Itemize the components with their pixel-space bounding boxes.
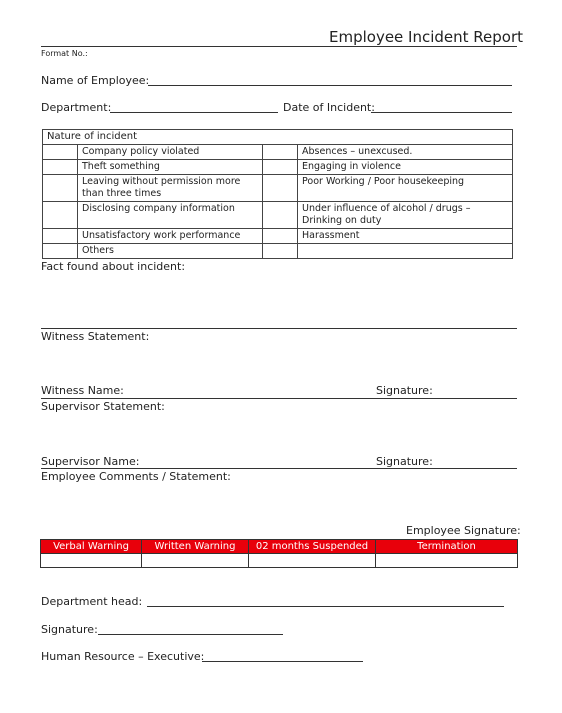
warning-checkbox[interactable] [376,554,518,568]
nature-item-right: Engaging in violence [298,160,513,175]
warning-checkbox[interactable] [41,554,142,568]
supervisor-signature-label: Signature: [376,455,433,468]
nature-item-left: Unsatisfactory work performance [78,229,263,244]
warning-option: Verbal Warning [41,540,142,554]
nature-checkbox-right[interactable] [263,175,298,202]
footer-signature-label: Signature: [41,623,98,636]
disciplinary-action-table [40,539,518,568]
nature-checkbox-right[interactable] [263,229,298,244]
employee-comments-label: Employee Comments / Statement: [41,470,231,483]
hr-executive-label: Human Resource – Executive: [41,650,205,663]
warning-header-row [41,540,518,554]
nature-of-incident-table [42,129,513,259]
nature-checkbox-right[interactable] [263,160,298,175]
department-head-label: Department head: [41,595,143,608]
nature-checkbox-left[interactable] [43,175,78,202]
witness-name-label: Witness Name: [41,384,124,397]
nature-header-row [43,130,513,145]
nature-item-left: Others [78,244,263,259]
nature-checkbox-right[interactable] [263,202,298,229]
nature-item-right [298,244,513,259]
nature-row [43,244,513,259]
format-no-label: Format No.: [41,49,88,58]
department-field[interactable] [110,112,278,113]
nature-checkbox-left[interactable] [43,160,78,175]
nature-checkbox-left[interactable] [43,229,78,244]
nature-header: Nature of incident [43,130,513,145]
nature-checkbox-right[interactable] [263,145,298,160]
incident-date-label: Date of Incident: [283,101,375,114]
warning-checkbox[interactable] [142,554,249,568]
witness-statement-label: Witness Statement: [41,330,150,343]
warning-option: 02 months Suspended [249,540,376,554]
footer-signature-field[interactable] [98,634,283,635]
nature-checkbox-left[interactable] [43,244,78,259]
warning-check-row [41,554,518,568]
nature-row [43,160,513,175]
nature-row [43,175,513,202]
supervisor-name-label: Supervisor Name: [41,455,140,468]
nature-item-left: Theft something [78,160,263,175]
witness-name-field[interactable] [41,398,517,399]
warning-option: Written Warning [142,540,249,554]
nature-item-right: Absences – unexcused. [298,145,513,160]
nature-row [43,229,513,244]
page-title: Employee Incident Report [329,28,524,46]
nature-row [43,145,513,160]
nature-item-left: Company policy violated [78,145,263,160]
witness-signature-label: Signature: [376,384,433,397]
supervisor-statement-label: Supervisor Statement: [41,400,165,413]
warning-checkbox[interactable] [249,554,376,568]
employee-name-field[interactable] [148,85,512,86]
employee-name-label: Name of Employee: [41,74,150,87]
title-rule [41,46,517,47]
nature-item-left: Disclosing company information [78,202,263,229]
nature-checkbox-left[interactable] [43,145,78,160]
nature-item-right: Under influence of alcohol / drugs – Drinking on duty [298,202,513,229]
nature-row [43,202,513,229]
facts-label: Fact found about incident: [41,260,186,273]
hr-executive-field[interactable] [202,661,363,662]
nature-checkbox-right[interactable] [263,244,298,259]
nature-checkbox-left[interactable] [43,202,78,229]
supervisor-name-field[interactable] [41,468,517,469]
nature-item-right: Poor Working / Poor housekeeping [298,175,513,202]
department-label: Department: [41,101,112,114]
employee-signature-label: Employee Signature: [406,524,521,537]
department-head-field[interactable] [147,606,504,607]
nature-item-right: Harassment [298,229,513,244]
facts-field[interactable] [41,328,517,329]
incident-date-field[interactable] [371,112,512,113]
nature-item-left: Leaving without permission more than three times [78,175,263,202]
warning-option: Termination [376,540,518,554]
